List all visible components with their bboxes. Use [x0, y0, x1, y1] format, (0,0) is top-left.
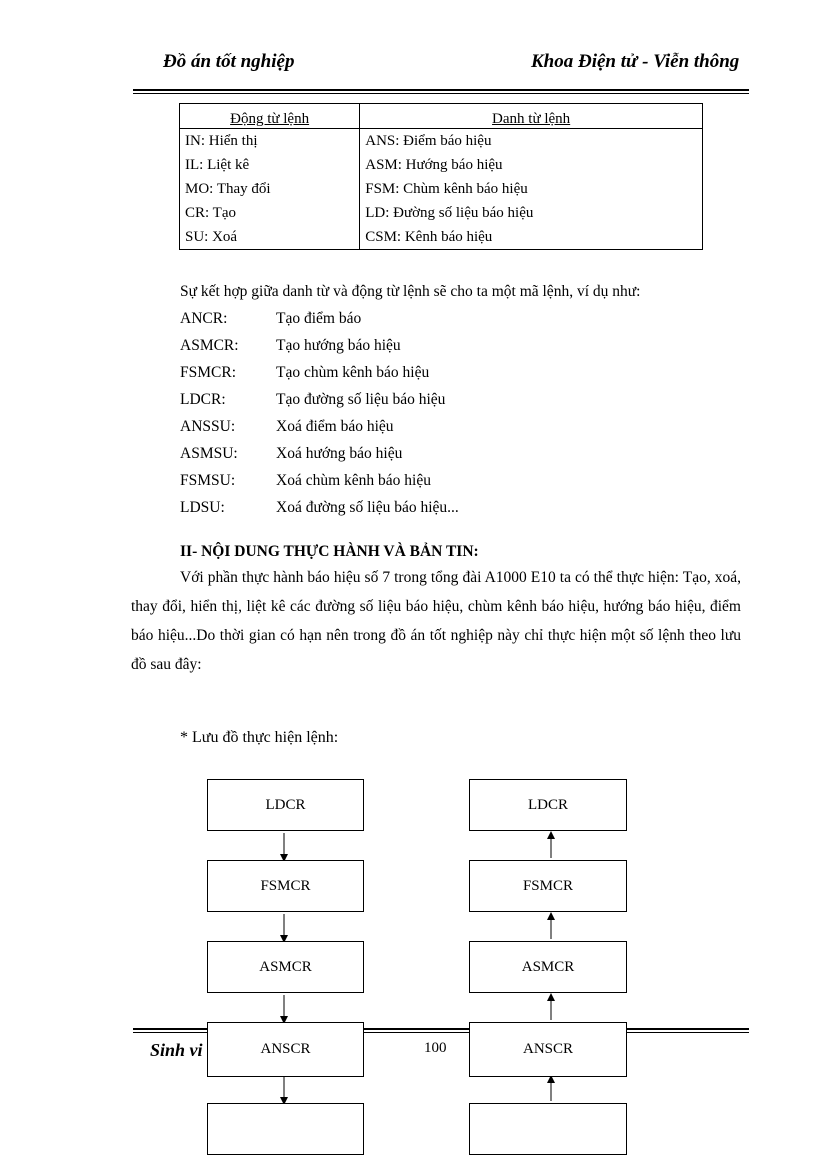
- example-code: LDSU:: [180, 499, 225, 516]
- example-desc: Xoá đường số liệu báo hiệu...: [276, 499, 459, 516]
- flow-box-right: FSMCR: [469, 860, 627, 912]
- example-desc: Xoá hướng báo hiệu: [276, 445, 403, 462]
- table-cell: CSM: Kênh báo hiệu: [365, 229, 493, 245]
- flow-title: * Lưu đồ thực hiện lệnh:: [180, 729, 339, 746]
- table-cell: IL: Liệt kê: [185, 157, 250, 173]
- flow-box-left: ANSCR: [207, 1022, 364, 1077]
- flow-box-left: LDCR: [207, 779, 364, 831]
- header-left: Đồ án tốt nghiệp: [163, 51, 295, 72]
- table-cell: ASM: Hướng báo hiệu: [365, 157, 503, 173]
- footer-left: Sinh vi: [150, 1040, 203, 1060]
- intro-text: Sự kết hợp giữa danh từ và động từ lệnh sẽ cho ta một mã lệnh, ví dụ như:: [180, 283, 641, 300]
- header-right: Khoa Điện tử - Viễn thông: [531, 51, 740, 72]
- table-cell: SU: Xoá: [185, 229, 238, 245]
- example-desc: Tạo điểm báo: [276, 310, 362, 327]
- section-paragraph: Với phần thực hành báo hiệu số 7 trong tổng đài A1000 E10 ta có thể thực hiện: Tạo, xoá, thay đổi, hiển thị, liệt kê các đường số liệu báo hiệu, chùm kênh báo hiệu, hướng báo hiệu, điểm báo hiệu...Do thời gian có hạn nên trong đồ án tốt nghiệp này chỉ thực hiện một số lệnh theo lưu đồ sau đây:: [131, 569, 741, 673]
- example-code: ASMCR:: [180, 337, 239, 354]
- example-code: ANSSU:: [180, 418, 236, 435]
- example-code: ASMSU:: [180, 445, 238, 462]
- flow-box-left-partial: [207, 1103, 364, 1155]
- example-desc: Xoá chùm kênh báo hiệu: [276, 472, 431, 489]
- table-header-verb: Động từ lệnh: [180, 104, 360, 129]
- flow-box-right: ASMCR: [469, 941, 627, 993]
- table-cell: LD: Đường số liệu báo hiệu: [365, 205, 534, 221]
- example-code: ANCR:: [180, 310, 228, 327]
- example-desc: Tạo chùm kênh báo hiệu: [276, 364, 430, 381]
- table-cell: MO: Thay đổi: [185, 181, 271, 197]
- table-cell: CR: Tạo: [185, 205, 236, 221]
- page-number: 100: [424, 1040, 447, 1056]
- example-code: FSMSU:: [180, 472, 236, 489]
- flow-box-left: FSMCR: [207, 860, 364, 912]
- table-cell: FSM: Chùm kênh báo hiệu: [365, 181, 528, 197]
- table-cell: ANS: Điểm báo hiệu: [365, 133, 492, 149]
- section-title: II- NỘI DUNG THỰC HÀNH VÀ BẢN TIN:: [180, 543, 479, 560]
- example-code: LDCR:: [180, 391, 226, 408]
- flow-box-right: ANSCR: [469, 1022, 627, 1077]
- example-desc: Tạo đường số liệu báo hiệu: [276, 391, 446, 408]
- example-desc: Xoá điểm báo hiệu: [276, 418, 394, 435]
- table-header-noun: Danh từ lệnh: [360, 104, 703, 129]
- example-code: FSMCR:: [180, 364, 237, 381]
- example-desc: Tạo hướng báo hiệu: [276, 337, 401, 354]
- table-cell: IN: Hiển thị: [185, 133, 258, 149]
- flow-box-right-partial: [469, 1103, 627, 1155]
- flow-box-left: ASMCR: [207, 941, 364, 993]
- flow-box-right: LDCR: [469, 779, 627, 831]
